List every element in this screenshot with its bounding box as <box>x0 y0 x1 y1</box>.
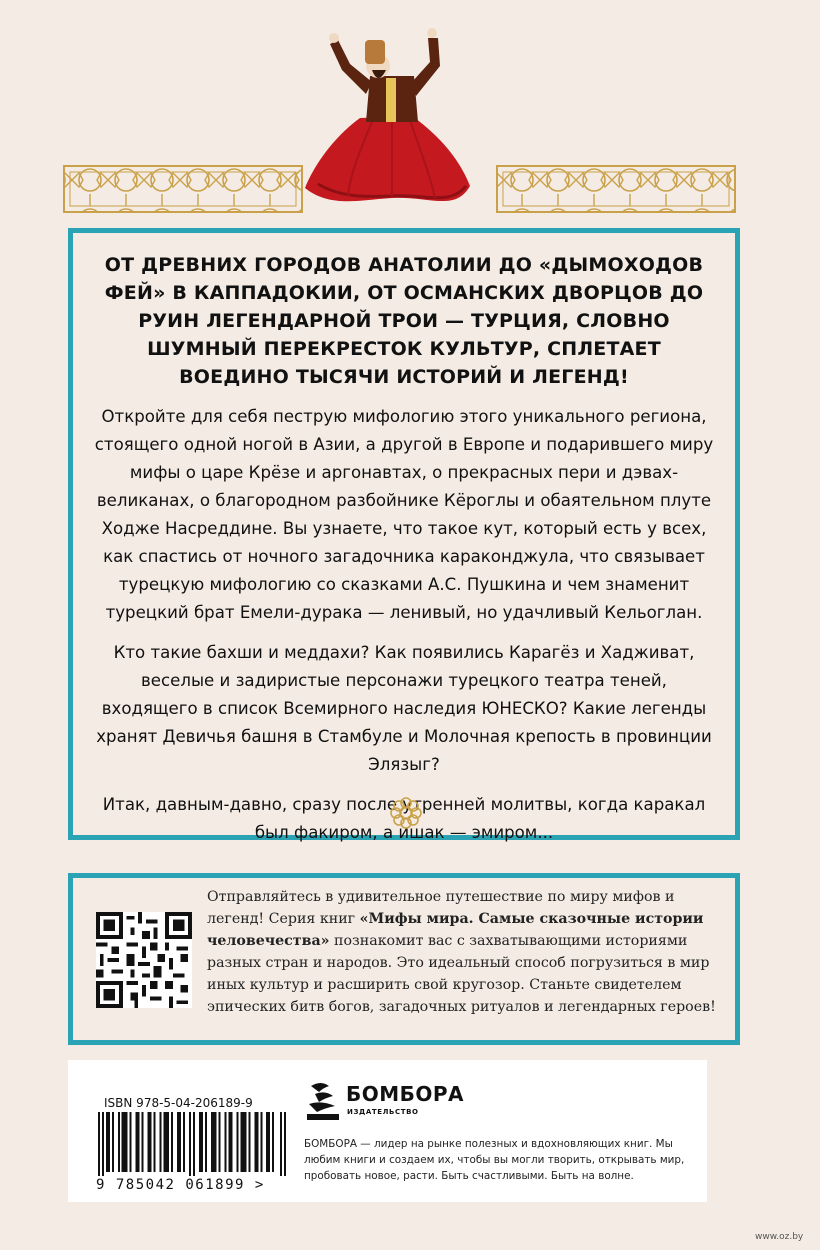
right-ornament <box>497 166 735 212</box>
description-box <box>68 228 740 840</box>
description-paragraph-2: Кто такие бахши и меддахи? Как появились Карагёз и Хадживат, веселые и задиристые персонажи турецкого театра теней, входящего в список Всемирного наследия ЮНЕСКО? Какие легенды хранят Девичья башня в Стамбуле и Молочная крепость в провинции Элязыг? <box>96 643 712 774</box>
qr-code[interactable] <box>96 912 192 1008</box>
series-info-box <box>68 873 740 1045</box>
dervish-figure <box>305 28 470 201</box>
publisher-logo-subtitle: ИЗДАТЕЛЬСТВО <box>347 1108 419 1116</box>
barcode <box>98 1112 286 1176</box>
isbn-label: ISBN 978-5-04-206189-9 <box>104 1096 253 1110</box>
publisher-logo-name: БОМБОРА <box>346 1082 465 1106</box>
headline: ОТ ДРЕВНИХ ГОРОДОВ АНАТОЛИИ ДО «ДЫМОХОДОВ ФЕЙ» В КАППАДОКИИ, ОТ ОСМАНСКИХ ДВОРЦОВ ДО РУИН ЛЕГЕНДАРНОЙ ТРОИ — ТУРЦИЯ, СЛОВНО ШУМНЫЙ ПЕРЕКРЕСТОК КУЛЬТУР, СПЛЕТАЕТ ВОЕДИНО ТЫСЯЧИ ИСТОРИЙ И ЛЕГЕНД! <box>104 254 704 388</box>
series-intro-text: Отправляйтесь в удивительное путешествие по миру мифов и легенд! Серия книг <box>207 889 675 927</box>
description-paragraph-3: Итак, давным-давно, сразу после утренней молитвы, когда каракал был факиром, а ишак — эмиром... <box>102 795 706 842</box>
series-name: «Мифы мира. Самые сказочные истории человечества» <box>207 911 704 949</box>
series-description <box>207 886 727 1018</box>
rosette-ornament-icon <box>386 793 426 833</box>
left-ornament <box>64 166 302 212</box>
publisher-description: БОМБОРА — лидер на рынке полезных и вдохновляющих книг. Мы любим книги и создаем их, чтобы вы могли творить, открывать мир, пробовать новое, расти. Быть счастливыми. Быть на волне. <box>304 1138 685 1182</box>
publisher-box <box>68 1060 707 1202</box>
bombora-logo-icon <box>305 1078 341 1122</box>
dervish-illustration <box>0 0 820 225</box>
description-paragraph-1: Откройте для себя пеструю мифологию этого уникального региона, стоящего одной ногой в Азии, а другой в Европе и подарившего миру мифы о царе Крёзе и аргонавтах, о прекрасных пери и дэвах-великанах, о благородном разбойнике Кёроглы и обаятельном плуте Ходже Насреддине. Вы узнаете, что такое кут, который есть у всех, как спастись от ночного загадочника караконджула, что связывает турецкую мифологию со сказками А.С. Пушкина и чем знаменит турецкий брат Емели-дурака — ленивый, но удачливый Кельоглан. <box>94 407 714 622</box>
series-outro-text: познакомит вас с захватывающими историями разных стран и народов. Это идеальный способ погрузиться в мир иных культур и расширить свой кругозор. Станьте свидетелем эпических битв богов, загадочных ритуалов и легендарных героев! <box>207 933 716 1015</box>
barcode-digits: 9 785042 061899 > <box>96 1177 265 1193</box>
watermark: www.oz.by <box>755 1232 804 1242</box>
